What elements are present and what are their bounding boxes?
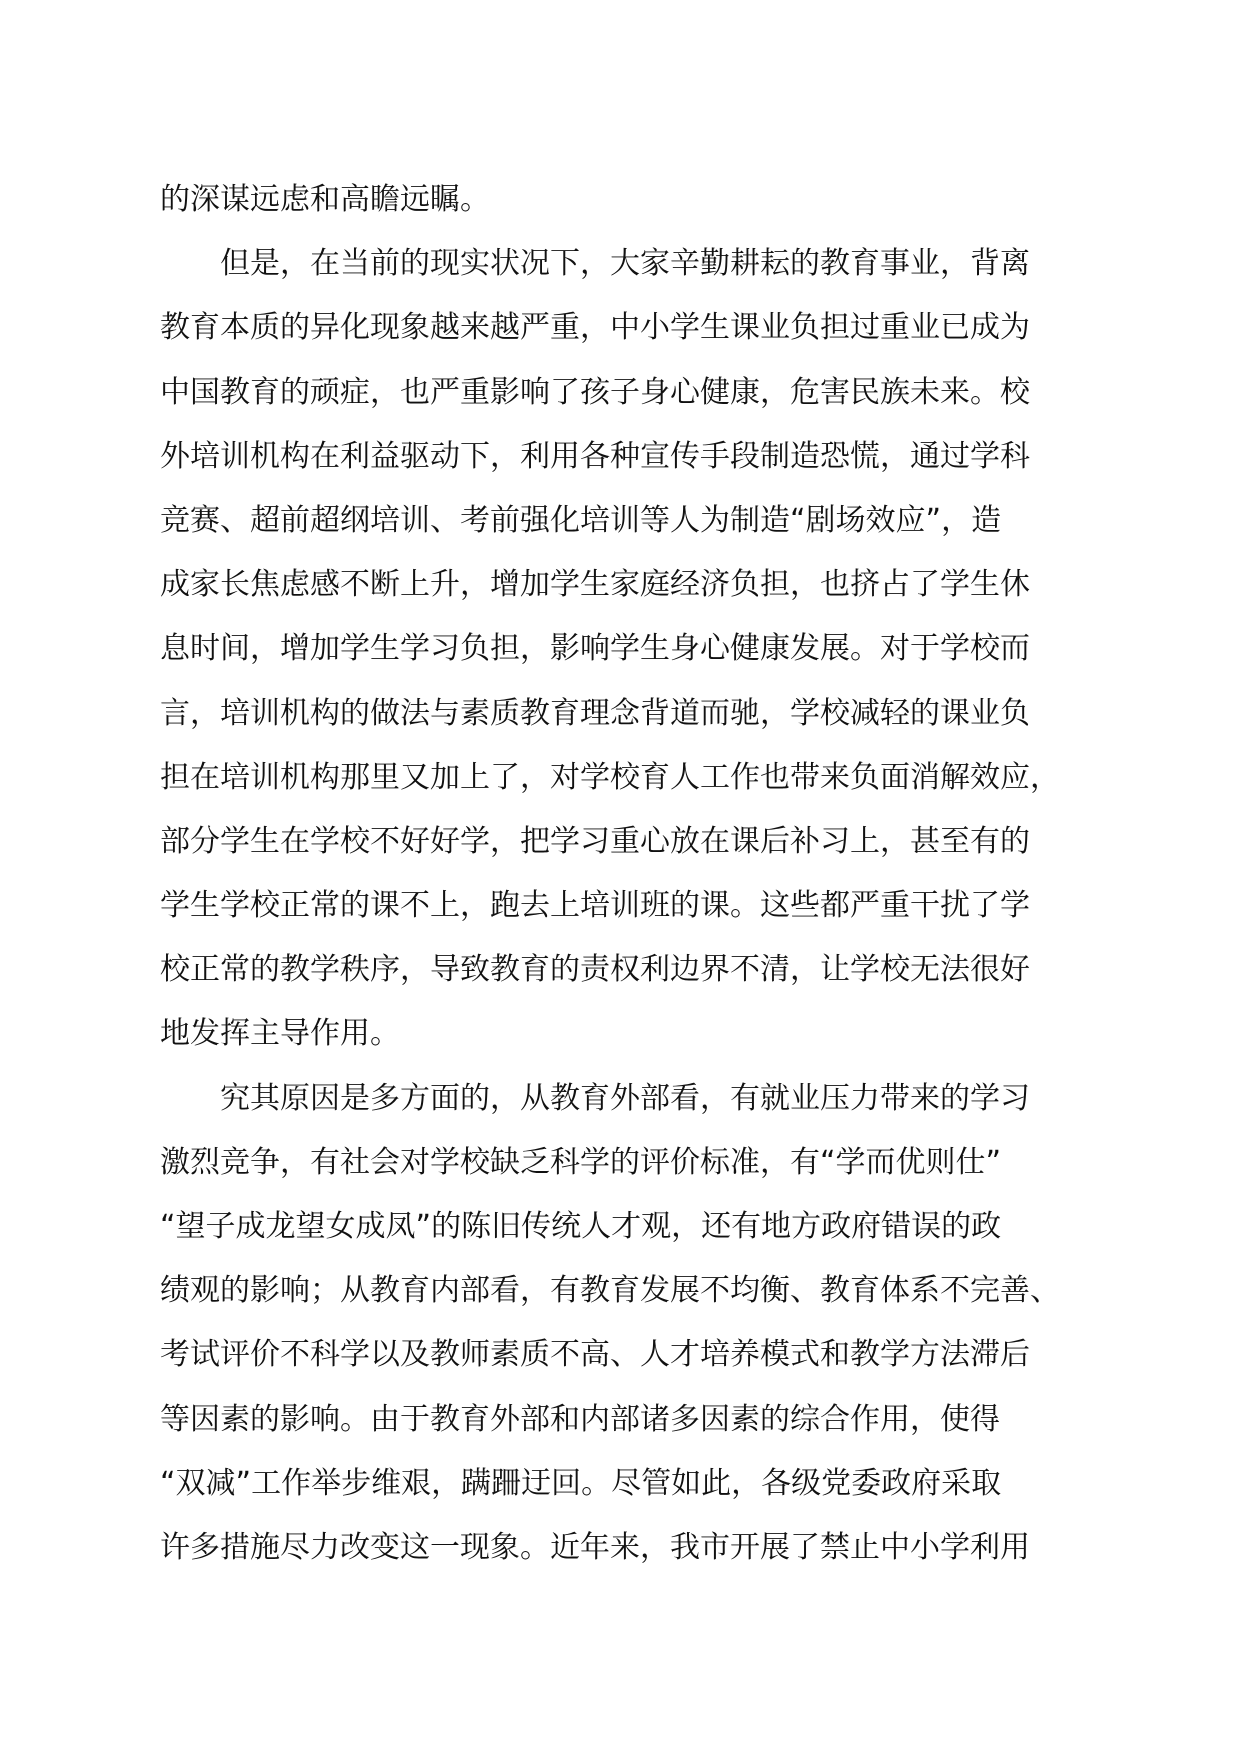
text-line: 激烈竞争，有社会对学校缺乏科学的评价标准，有“学而优则仕” bbox=[160, 1144, 1002, 1180]
text-line: 但是，在当前的现实状况下，大家辛勤耕耘的教育事业，背离 bbox=[160, 246, 1030, 282]
text-line: 校正常的教学秩序，导致教育的责权利边界不清，让学校无法很好 bbox=[160, 952, 1030, 988]
text-line: 担在培训机构那里又加上了，对学校育人工作也带来负面消解效应， bbox=[160, 759, 1060, 795]
body-text bbox=[160, 168, 1090, 1580]
text-line: 中国教育的顽症，也严重影响了孩子身心健康，危害民族未来。校 bbox=[160, 374, 1030, 410]
text-line: 部分学生在学校不好好学，把学习重心放在课后补习上，甚至有的 bbox=[160, 823, 1030, 859]
text-line: 外培训机构在利益驱动下，利用各种宣传手段制造恐慌，通过学科 bbox=[160, 438, 1030, 474]
text-line: 成家长焦虑感不断上升，增加学生家庭经济负担，也挤占了学生休 bbox=[160, 567, 1030, 603]
text-line: 许多措施尽力改变这一现象。近年来，我市开展了禁止中小学利用 bbox=[160, 1529, 1030, 1565]
text-line: “双减”工作举步维艰，蹒跚迂回。尽管如此，各级党委政府采取 bbox=[160, 1465, 1002, 1501]
text-line: 究其原因是多方面的，从教育外部看，有就业压力带来的学习 bbox=[160, 1080, 1030, 1116]
text-line: “望子成龙望女成凤”的陈旧传统人才观，还有地方政府错误的政 bbox=[160, 1209, 1002, 1244]
text-line: 学生学校正常的课不上，跑去上培训班的课。这些都严重干扰了学 bbox=[160, 888, 1030, 924]
text-line: 教育本质的异化现象越来越严重，中小学生课业负担过重业已成为 bbox=[160, 310, 1030, 346]
text-line: 息时间，增加学生学习负担，影响学生身心健康发展。对于学校而 bbox=[160, 631, 1030, 667]
text-line: 的深谋远虑和高瞻远瞩。 bbox=[160, 182, 490, 217]
text-line: 竞赛、超前超纲培训、考前强化培训等人为制造“剧场效应”，造 bbox=[160, 502, 1002, 538]
text-line: 地发挥主导作用。 bbox=[160, 1016, 400, 1052]
text-line: 绩观的影响；从教育内部看，有教育发展不均衡、教育体系不完善、 bbox=[160, 1273, 1060, 1309]
text-line: 考试评价不科学以及教师素质不高、人才培养模式和教学方法滞后 bbox=[160, 1337, 1030, 1373]
text-line: 言，培训机构的做法与素质教育理念背道而驰，学校减轻的课业负 bbox=[160, 695, 1030, 731]
text-line: 等因素的影响。由于教育外部和内部诸多因素的综合作用，使得 bbox=[160, 1401, 1000, 1437]
